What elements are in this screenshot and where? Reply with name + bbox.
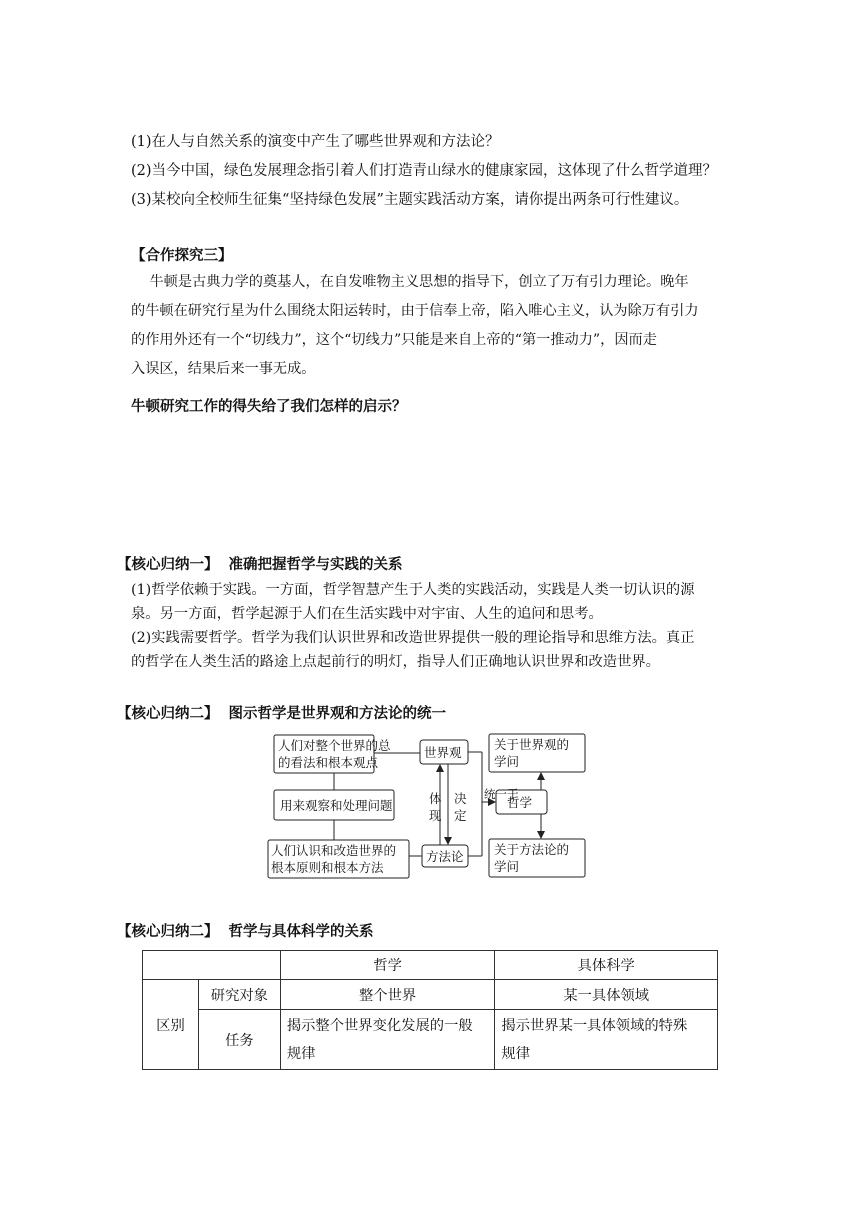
body-line: 泉。另一方面，哲学起源于人们在生活实践中对宇宙、人生的追问和思考。	[131, 606, 603, 622]
philosophy-label: 哲学	[507, 795, 533, 810]
embody-label: 体	[429, 791, 442, 806]
question-1: (1)在人与自然关系的演变中产生了哪些世界观和方法论？	[131, 134, 500, 150]
box-text: 人们认识和改造世界的	[271, 843, 397, 858]
table-cell: 某一具体领域	[495, 980, 718, 1010]
decide-label: 定	[454, 808, 467, 823]
table-cell	[495, 1010, 718, 1070]
box-text: 人们对整个世界的总	[278, 738, 391, 753]
passage-line: 的作用外还有一个“切线力”，这个“切线力”只能是来自上帝的“第一推动力”，因而走	[131, 332, 657, 348]
passage-line: 入误区，结果后来一事无成。	[131, 361, 316, 377]
summary2-title: 图示哲学是世界观和方法论的统一	[228, 706, 446, 722]
summary1-heading	[117, 553, 403, 574]
embody-label: 现	[429, 808, 442, 823]
box-text: 的看法和根本观点	[278, 755, 379, 770]
section-heading-explore3: 【合作探究三】	[131, 248, 233, 264]
table-header-philosophy: 哲学	[280, 951, 495, 980]
summary1-body	[131, 578, 731, 674]
unified-label: 统一于	[484, 787, 519, 801]
methodology-label: 方法论	[426, 849, 464, 864]
body-line: (1)哲学依赖于实践。一方面，哲学智慧产生于人类的实践活动，实践是人类一切认识的源	[131, 582, 695, 598]
philosophy-diagram	[260, 728, 600, 883]
box-text: 关于方法论的	[494, 842, 570, 857]
summary1-tag: 【核心归纳一】	[117, 557, 219, 573]
decide-label: 决	[454, 791, 467, 806]
passage-line: 的牛顿在研究行星为什么围绕太阳运转时，由于信奉上帝，陷入唯心主义，认为除万有引力	[131, 303, 699, 319]
summary3-tag: 【核心归纳二】	[117, 924, 219, 940]
table-cell	[143, 951, 281, 980]
cell-line: 规律	[501, 1045, 530, 1062]
summary3-heading	[117, 920, 374, 941]
summary2-tag: 【核心归纳二】	[117, 706, 219, 722]
cell-line: 规律	[286, 1045, 316, 1062]
table-cell	[280, 1010, 495, 1070]
table-cell: 整个世界	[280, 980, 495, 1010]
worldview-label: 世界观	[424, 745, 462, 760]
question-2: (2)当今中国，绿色发展理念指引着人们打造青山绿水的健康家园，这体现了什么哲学道理？	[131, 163, 718, 179]
summary3-title: 哲学与具体科学的关系	[228, 924, 374, 940]
box-text: 用来观察和处理问题	[280, 798, 393, 813]
table-group-label: 区别	[143, 980, 199, 1070]
summary1-title: 准确把握哲学与实践的关系	[228, 557, 403, 573]
table-row-label: 研究对象	[198, 980, 280, 1010]
cell-line: 揭示整个世界变化发展的一般	[286, 1017, 473, 1034]
comparison-table	[142, 950, 718, 1070]
question-3: (3)某校向全校师生征集“坚持绿色发展”主题实践活动方案，请你提出两条可行性建议。	[131, 192, 689, 208]
table-header-science: 具体科学	[495, 951, 718, 980]
box-text: 学问	[494, 859, 520, 874]
table-row	[143, 1010, 718, 1070]
explore3-question: 牛顿研究工作的得失给了我们怎样的启示？	[131, 399, 407, 415]
box-text: 学问	[494, 754, 520, 769]
body-line: 的哲学在人类生活的路途上点起前行的明灯，指导人们正确地认识世界和改造世界。	[131, 654, 660, 670]
body-line: (2)实践需要哲学。哲学为我们认识世界和改造世界提供一般的理论指导和思维方法。真正	[131, 630, 695, 646]
summary2-heading	[117, 702, 446, 723]
box-text: 根本原则和根本方法	[271, 860, 384, 875]
table-row	[143, 980, 718, 1010]
passage-line: 牛顿是古典力学的奠基人，在自发唯物主义思想的指导下，创立了万有引力理论。晚年	[149, 274, 689, 290]
cell-line: 揭示世界某一具体领域的特殊	[501, 1017, 688, 1034]
table-row	[143, 951, 718, 980]
box-text: 关于世界观的	[494, 737, 570, 752]
explore3-passage	[131, 268, 731, 384]
table-row-label: 任务	[198, 1010, 280, 1070]
